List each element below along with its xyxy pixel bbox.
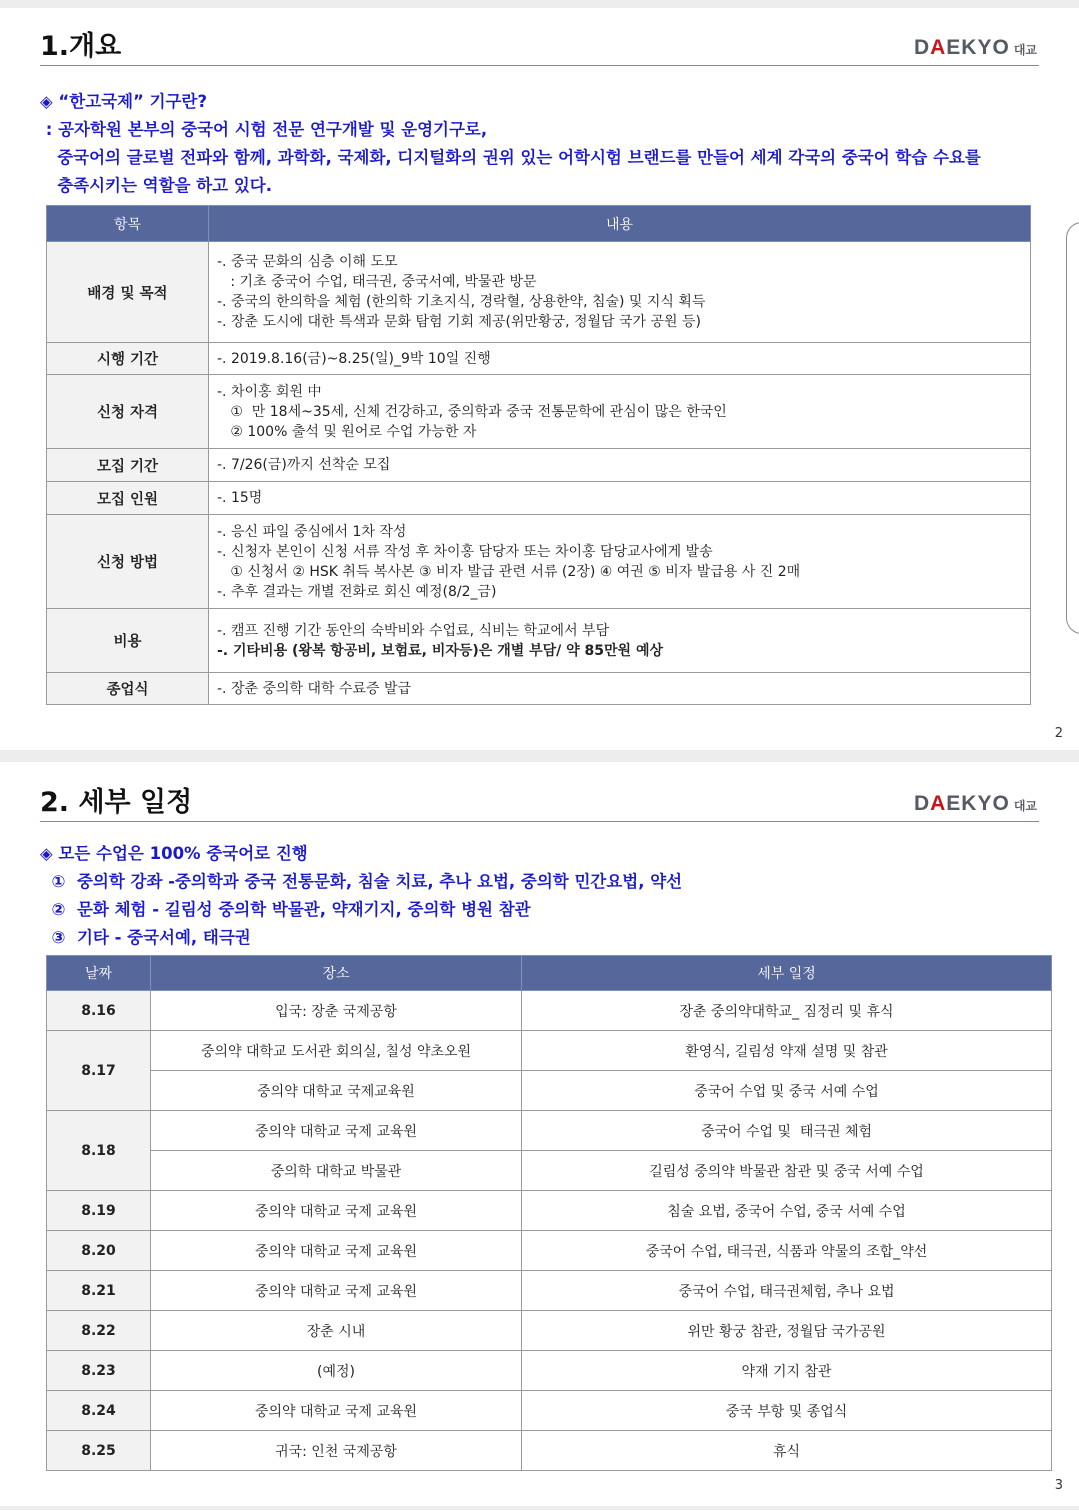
slide-overview [0,8,1079,750]
page-number: 3 [1054,1478,1063,1493]
date-cell: 8.23 [47,1351,151,1391]
intro-line: ◈ 모든 수업은 100% 중국어로 진행 [40,844,308,863]
row-content: -. 7/26(금)까지 선착순 모집 [209,449,1031,482]
date-cell: 8.25 [47,1431,151,1471]
place-cell: 장춘 시내 [151,1311,522,1351]
intro-line: ③ 기타 - 중국서예, 태극권 [40,928,251,947]
detail-cell: 중국어 수업 및 중국 서예 수업 [522,1071,1052,1111]
slide-title: 2. 세부 일정 [40,787,193,818]
row-label: 모집 기간 [47,449,209,482]
header-date: 날짜 [47,956,151,991]
date-cell: 8.16 [47,991,151,1031]
row-label: 모집 인원 [47,482,209,515]
detail-cell: 위만 황궁 참관, 정월담 국가공원 [522,1311,1052,1351]
detail-cell: 중국 부항 및 종업식 [522,1391,1052,1431]
page-number: 2 [1054,726,1063,741]
place-cell: 중의약 대학교 국제 교육원 [151,1391,522,1431]
detail-cell: 약재 기지 참관 [522,1351,1052,1391]
detail-cell: 길림성 중의약 박물관 참관 및 중국 서예 수업 [522,1151,1052,1191]
row-label: 시행 기간 [47,343,209,375]
date-cell: 8.18 [47,1111,151,1191]
place-cell: 중의약 대학교 국제 교육원 [151,1231,522,1271]
row-label: 배경 및 목적 [47,242,209,343]
daekyo-logo: DAEKYO 대교 [913,792,1037,815]
title-divider [40,65,1039,66]
overview-table [46,205,1031,705]
intro-line: 충족시키는 역할을 하고 있다. [40,176,273,195]
place-cell: 귀국: 인천 국제공항 [151,1431,522,1471]
place-cell: (예정) [151,1351,522,1391]
row-content: -. 15명 [209,482,1031,515]
row-label: 신청 자격 [47,375,209,449]
row-content: -. 차이홍 회원 中 ① 만 18세~35세, 신체 건강하고, 중의학과 중국 전통문학에 관심이 많은 한국인 ② 100% 출석 및 원어로 수업 가능한 자 [209,375,1031,449]
side-panel-handle[interactable] [1066,222,1079,634]
intro-line: ◈ “한고국제” 기구란? [40,92,208,111]
row-content: -. 응신 파일 중심에서 1차 작성 -. 신청자 본인이 신청 서류 작성 후 차이홍 담당자 또는 차이홍 담당교사에게 발송 ① 신청서 ② HSK 취득 복사본 ③ 비자 발급 관련 서류 (2장) ④ 여권 ⑤ 비자 발급용 사 진 2매 -. 추후 결과는 개별 전화로 회신 예정(8/2_금) [209,515,1031,609]
row-label: 신청 방법 [47,515,209,609]
detail-cell: 휴식 [522,1431,1052,1471]
detail-cell: 중국어 수업 및 태극권 체험 [522,1111,1052,1151]
detail-cell: 환영식, 길림성 약재 설명 및 참관 [522,1031,1052,1071]
header-place: 장소 [151,956,522,991]
slide-title: 1.개요 [40,31,122,62]
header-detail: 세부 일정 [522,956,1052,991]
row-label: 비용 [47,609,209,673]
place-cell: 중의학 대학교 박물관 [151,1151,522,1191]
place-cell: 중의약 대학교 국제교육원 [151,1071,522,1111]
detail-cell: 중국어 수업, 태극권, 식품과 약물의 조합_약선 [522,1231,1052,1271]
place-cell: 입국: 장춘 국제공항 [151,991,522,1031]
date-cell: 8.22 [47,1311,151,1351]
intro-line: ② 문화 체험 - 길림성 중의학 박물관, 약재기지, 중의학 병원 참관 [40,900,531,919]
place-cell: 중의약 대학교 국제 교육원 [151,1191,522,1231]
row-content: -. 2019.8.16(금)~8.25(일)_9박 10일 진행 [209,343,1031,375]
place-cell: 중의약 대학교 도서관 회의실, 칠성 약초오원 [151,1031,522,1071]
date-cell: 8.21 [47,1271,151,1311]
intro-line: ① 중의학 강좌 -중의학과 중국 전통문화, 침술 치료, 추나 요법, 중의학 민간요법, 약선 [40,872,683,891]
intro-line: 중국어의 글로벌 전파와 함께, 과학화, 국제화, 디지털화의 권위 있는 어학시험 브랜드를 만들어 세계 각국의 중국어 학습 수요를 [40,148,981,167]
daekyo-logo: DAEKYO 대교 [913,36,1037,59]
date-cell: 8.19 [47,1191,151,1231]
title-divider [40,821,1039,822]
intro-text [40,840,1039,952]
slide-schedule [0,762,1079,1506]
place-cell: 중의약 대학교 국제 교육원 [151,1111,522,1151]
header-content: 내용 [209,206,1031,242]
detail-cell: 중국어 수업, 태극권체험, 추나 요법 [522,1271,1052,1311]
row-content: -. 장춘 중의학 대학 수료증 발급 [209,673,1031,705]
intro-text [40,88,1039,200]
schedule-table [46,955,1052,1471]
date-cell: 8.24 [47,1391,151,1431]
detail-cell: 장춘 중의약대학교_ 짐정리 및 휴식 [522,991,1052,1031]
row-label: 종업식 [47,673,209,705]
detail-cell: 침술 요법, 중국어 수업, 중국 서예 수업 [522,1191,1052,1231]
date-cell: 8.17 [47,1031,151,1111]
header-item: 항목 [47,206,209,242]
intro-line: : 공자학원 본부의 중국어 시험 전문 연구개발 및 운영기구로, [40,120,488,139]
row-content: -. 캠프 진행 기간 동안의 숙박비와 수업료, 식비는 학교에서 부담 -. 기타비용 (왕복 항공비, 보험료, 비자등)은 개별 부담/ 약 85만원 예상 [209,609,1031,673]
place-cell: 중의약 대학교 국제 교육원 [151,1271,522,1311]
row-content: -. 중국 문화의 심층 이해 도모 : 기초 중국어 수업, 태극권, 중국서예, 박물관 방문 -. 중국의 한의학을 체험 (한의학 기초지식, 경락혈, 상용한약, 침술) 및 지식 획득 -. 장춘 도시에 대한 특색과 문화 탐험 기회 제공(위만황궁, 정월담 국가 공원 등) [209,242,1031,343]
date-cell: 8.20 [47,1231,151,1271]
